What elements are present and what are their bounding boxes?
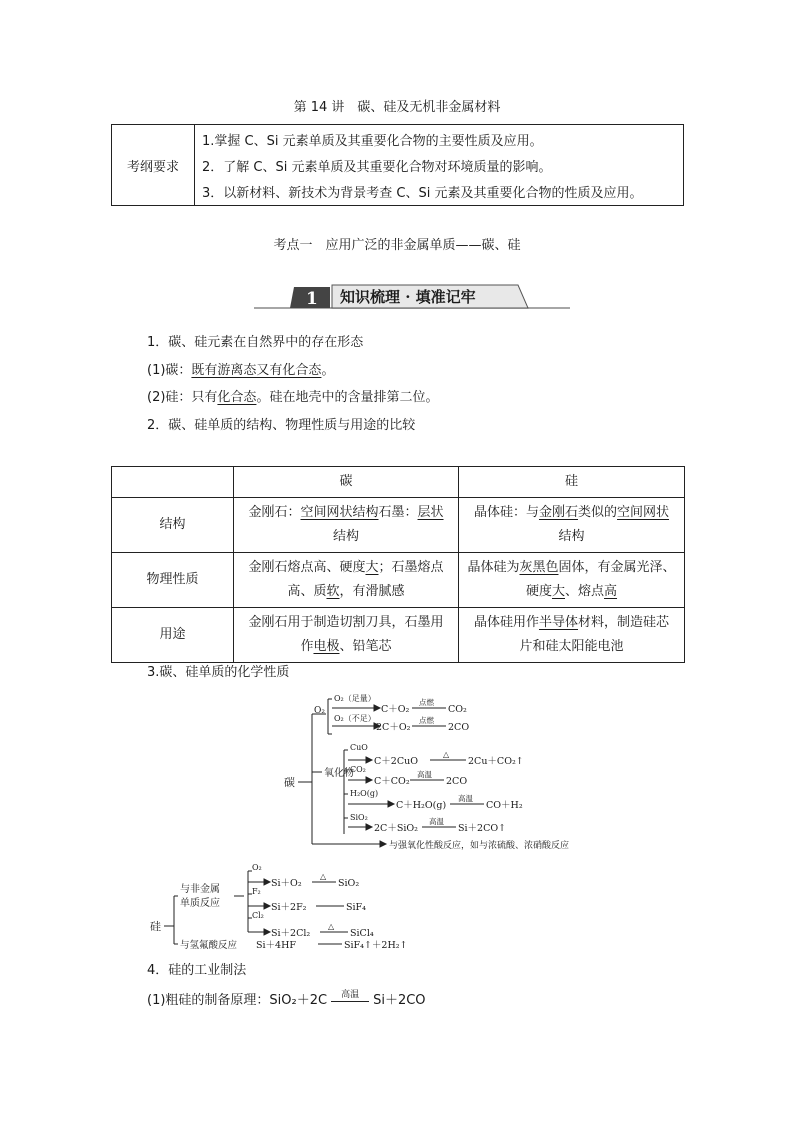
cell-silicon-usage: 晶体硅用作半导体材料，制造硅芯 片和硅太阳能电池 [459, 608, 685, 663]
eq1-left: C＋O₂ [381, 704, 410, 715]
si-eq1-left: Si＋O₂ [271, 878, 302, 889]
cell-carbon-usage: 金刚石用于制造切割刀具，石墨用 作电极、铅笔芯 [234, 608, 459, 663]
co2-label: CO₂ [350, 765, 366, 774]
section-title: 考点一 应用广泛的非金属单质——碳、硅 [273, 238, 521, 253]
si-eq1-cond: △ [320, 872, 327, 881]
crude-si-right: Si＋2CO [373, 993, 426, 1008]
silicon-root: 硅 [150, 920, 161, 933]
eq4-cond: 高温 [417, 770, 432, 779]
crude-si-left: SiO₂＋2C [269, 993, 328, 1008]
cl2-label: Cl₂ [252, 911, 264, 920]
equation-bar [331, 989, 369, 1008]
si-eq4-right: SiF₄↑＋2H₂↑ [344, 940, 408, 951]
silicon-reaction-diagram [140, 858, 408, 952]
oxide-label: 氧化物 [324, 768, 354, 779]
crude-silicon-equation [147, 989, 426, 1010]
si-eq3-right: SiCl₄ [350, 928, 374, 939]
table-header-row [112, 467, 685, 498]
si-eq3-cond: △ [328, 922, 335, 931]
si-o2-label: O₂ [252, 863, 262, 872]
col-silicon: 硅 [459, 467, 685, 498]
eq4-left: C＋CO₂ [374, 776, 410, 787]
heading-3: 3.碳、硅单质的化学性质 [147, 665, 290, 680]
col-carbon: 碳 [234, 467, 459, 498]
requirements-list [202, 129, 642, 207]
carbon-occurrence [147, 362, 334, 380]
table-row [112, 553, 685, 608]
si-eq2-right: SiF₄ [346, 902, 366, 913]
nonmetal-label-line2: 单质反应 [180, 898, 220, 909]
comparison-table [111, 466, 685, 663]
requirements-table [111, 124, 684, 206]
silicon-occurrence-blank: 化合态 [217, 390, 257, 405]
si-eq1-right: SiO₂ [338, 878, 360, 889]
row-label-physical: 物理性质 [112, 553, 234, 608]
eq2-right: 2CO [448, 722, 470, 733]
cuo-label: CuO [350, 743, 368, 752]
requirement-item: 1.掌握 C、Si 元素单质及其重要化合物的主要性质及应用。 [202, 134, 543, 149]
carbon-root: 碳 [284, 776, 295, 789]
cell-silicon-physical: 晶体硅为灰黑色固体，有金属光泽、 硬度大、熔点高 [459, 553, 685, 608]
banner-number: 1 [306, 289, 318, 309]
si-eq2-left: Si＋2F₂ [271, 902, 307, 913]
heading-1: 1．碳、硅元素在自然界中的存在形态 [147, 335, 364, 350]
h2o-label: H₂O(g) [350, 789, 379, 798]
silicon-occurrence [147, 389, 438, 407]
table-corner [112, 467, 234, 498]
table-row [112, 498, 685, 553]
f2-label: F₂ [252, 887, 261, 896]
crude-si-cond: 高温 [341, 989, 360, 1000]
o2-label: O₂ [314, 706, 325, 716]
eq6-left: 2C＋SiO₂ [374, 823, 418, 834]
eq6-cond: 高温 [429, 817, 444, 826]
si-eq4-left: Si＋4HF [256, 940, 296, 951]
carbon-occurrence-prefix: (1)碳： [147, 363, 192, 378]
cell-carbon-physical: 金刚石熔点高、硬度大；石墨熔点 高、质软，有滑腻感 [234, 553, 459, 608]
row-label-structure: 结构 [112, 498, 234, 553]
eq3-left: C＋2CuO [374, 756, 418, 767]
carbon-occurrence-blank: 既有游离态又有化合态 [191, 363, 322, 378]
crude-si-prefix: (1)粗硅的制备原理： [147, 993, 270, 1008]
heading-4: 4．硅的工业制法 [147, 963, 247, 978]
eq2-cond: 点燃 [419, 716, 434, 725]
lesson-title: 第 14 讲 碳、硅及无机非金属材料 [293, 100, 501, 115]
eq5-cond: 高温 [458, 794, 473, 803]
cell-carbon-structure: 金刚石：空间网状结构石墨：层状 结构 [234, 498, 459, 553]
table-row [112, 608, 685, 663]
si-eq3-left: Si＋2Cl₂ [271, 928, 311, 939]
requirement-item: 2．了解 C、Si 元素单质及其重要化合物对环境质量的影响。 [202, 160, 552, 175]
eq1-right: CO₂ [448, 704, 467, 715]
hf-label: 与氢氟酸反应 [180, 940, 238, 951]
requirement-item: 3．以新材料、新技术为背景考查 C、Si 元素及其重要化合物的性质及应用。 [202, 186, 643, 201]
silicon-occurrence-prefix: (2)硅：只有 [147, 390, 218, 405]
cell-silicon-structure: 晶体硅：与金刚石类似的空间网状 结构 [459, 498, 685, 553]
eq3-right: 2Cu＋CO₂↑ [468, 756, 524, 767]
carbon-reaction-diagram [270, 684, 570, 854]
eq5-left: C＋H₂O(g) [396, 800, 447, 811]
section-banner [254, 283, 570, 311]
o2-insufficient-label: O₂（不足） [334, 714, 376, 723]
acid-note: 与强氧化性酸反应，如与浓硫酸、浓硝酸反应 [389, 841, 570, 851]
eq6-right: Si＋2CO↑ [458, 823, 507, 834]
requirements-label: 考纲要求 [112, 125, 195, 205]
row-label-usage: 用途 [112, 608, 234, 663]
heading-2: 2．碳、硅单质的结构、物理性质与用途的比较 [147, 418, 416, 433]
o2-excess-label: O₂（足量） [334, 694, 376, 703]
silicon-occurrence-suffix: 。硅在地壳中的含量排第二位。 [256, 390, 439, 405]
eq2-left: 2C＋O₂ [376, 722, 411, 733]
banner-text: 知识梳理 · 填准记牢 [340, 288, 476, 306]
eq4-right: 2CO [446, 776, 468, 787]
sio2-label: SiO₂ [350, 813, 368, 822]
eq3-cond: △ [443, 750, 450, 759]
eq5-right: CO＋H₂ [486, 800, 523, 811]
carbon-occurrence-suffix: 。 [321, 363, 335, 378]
eq1-cond: 点燃 [419, 698, 434, 707]
nonmetal-label-line1: 与非金属 [180, 884, 220, 895]
banner-graphic [254, 283, 570, 311]
